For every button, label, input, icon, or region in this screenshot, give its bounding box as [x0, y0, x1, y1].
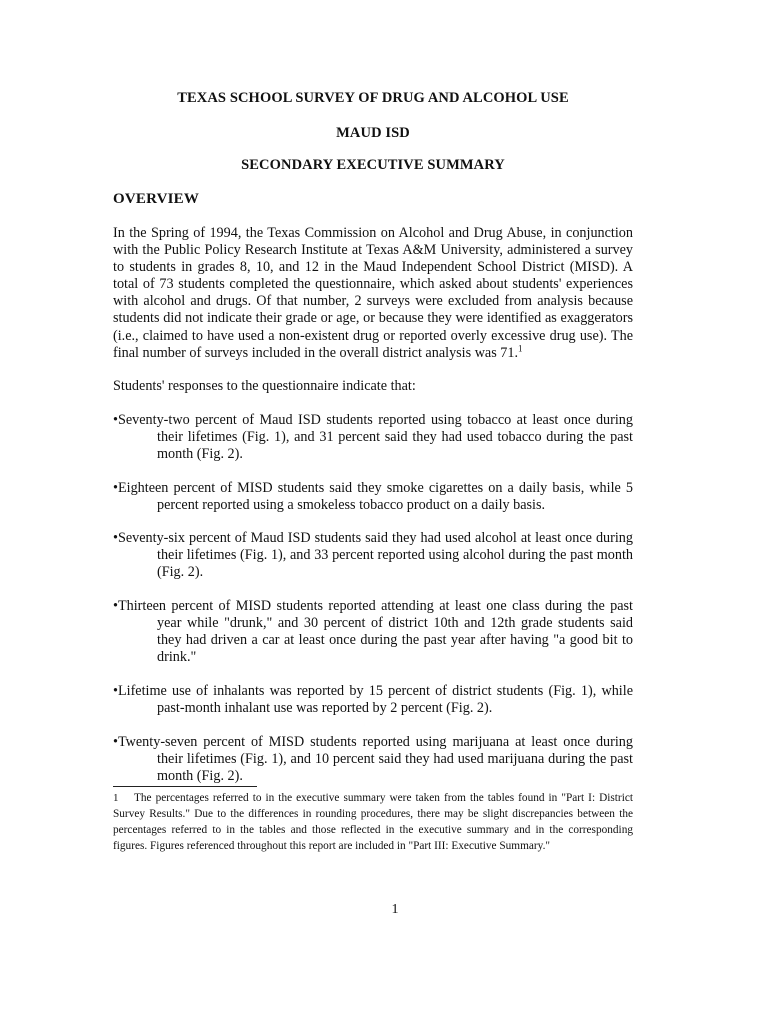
finding-inhalants: •Lifetime use of inhalants was reported by 15 percent of district students (Fig. 1), while past-month inhalant use was reported by 2 percent (Fig. 2).	[113, 683, 633, 717]
footnote-divider	[113, 786, 257, 787]
district-heading: MAUD ISD	[336, 125, 410, 141]
page-number: 1	[391, 902, 399, 917]
overview-heading: OVERVIEW	[113, 191, 200, 207]
finding-tobacco: •Seventy-two percent of Maud ISD students reported using tobacco at least once during their lifetimes (Fig. 1), and 31 percent said they had used tobacco during the past month (Fig. 2).	[113, 412, 633, 463]
finding-drunk-class-driving: •Thirteen percent of MISD students reported attending at least one class during the past year while "drunk," and 30 percent of district 10th and 12th grade students said they had driven a car at least once during the past year after having "a good bit to drink."	[113, 598, 633, 666]
findings-lead: Students' responses to the questionnaire indicate that:	[113, 378, 416, 394]
footnote-text: The percentages referred to in the executive summary were taken from the tables found in "Part I: District Survey Results." Due to the differences in rounding procedures, there may be slight discrepancies between the percentages referred to in the tables and those reflected in the executive summary and in the corresponding figures. Figures referenced throughout this report are included in "Part III: Executive Summary."	[113, 792, 633, 852]
finding-marijuana: •Twenty-seven percent of MISD students reported using marijuana at least once during their lifetimes (Fig. 1), and 10 percent said they had used marijuana during the past month (Fig. 2).	[113, 734, 633, 785]
intro-paragraph	[113, 225, 633, 362]
finding-daily-tobacco: •Eighteen percent of MISD students said they smoke cigarettes on a daily basis, while 5 percent reported using a smokeless tobacco product on a daily basis.	[113, 480, 633, 514]
summary-heading: SECONDARY EXECUTIVE SUMMARY	[241, 157, 505, 173]
intro-text: In the Spring of 1994, the Texas Commission on Alcohol and Drug Abuse, in conjunction with the Public Policy Research Institute at Texas A&M University, administered a survey to students in grades 8, 10, and 12 in the Maud Independent School District (MISD). A total of 73 students completed the questionnaire, which asked about students' experiences with alcohol and drugs. Of that number, 2 surveys were excluded from analysis because students did not indicate their grade or age, or because they were identified as exaggerators (i.e., claimed to have used a non-existent drug or reported overly excessive drug use). The final number of surveys included in the overall district analysis was 71.	[113, 225, 633, 361]
document-page	[113, 0, 633, 1024]
footnote-marker: 1	[113, 792, 119, 804]
document-title: TEXAS SCHOOL SURVEY OF DRUG AND ALCOHOL USE	[177, 90, 569, 106]
footnote	[113, 790, 633, 854]
finding-alcohol: •Seventy-six percent of Maud ISD students said they had used alcohol at least once during their lifetimes (Fig. 1), and 33 percent reported using alcohol during the past month (Fig. 2).	[113, 530, 633, 581]
footnote-reference: 1	[518, 342, 523, 353]
